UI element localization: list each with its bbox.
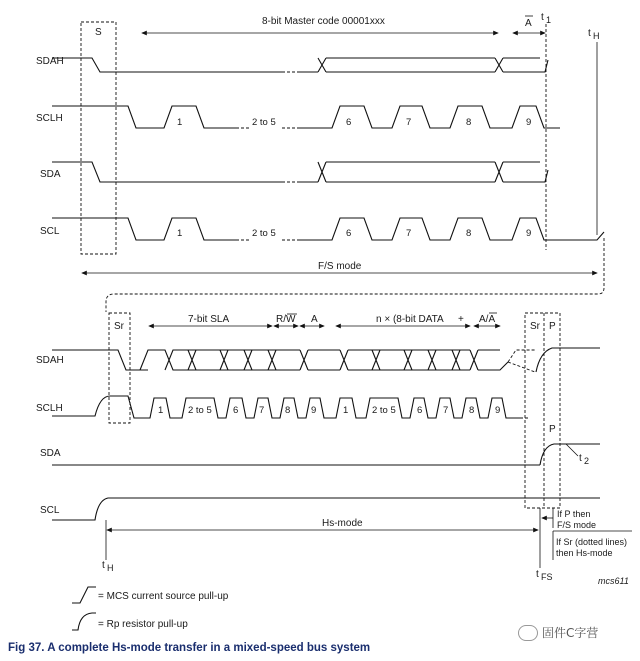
sclh-bottom-pulse-9a: 9 [311,405,317,416]
sclh-top-pulse-9: 9 [526,117,532,128]
if-sr-line1: If Sr (dotted lines) [556,537,628,547]
sclh-top-pulse-1: 1 [177,117,183,128]
svg-text:1: 1 [546,15,552,25]
scl-bottom-wave [52,498,600,520]
signal-name-sclh-bottom: SCLH [36,403,63,414]
start-condition-box [81,22,116,254]
signal-name-scl-top: SCL [40,226,60,237]
rw-label: R/W [276,314,296,325]
p2-label: P [549,424,556,435]
master-code-label: 8-bit Master code 00001xxx [262,16,385,27]
signal-name-sda-top: SDA [40,169,61,180]
scl-top-wave [52,218,236,240]
sclh-bottom-pulse-9b: 9 [495,405,501,416]
sclh-bottom-pulse-7a: 7 [259,405,265,416]
watermark [518,624,598,641]
hs-mode-label: Hs-mode [322,518,363,529]
scl-top-pulse-9: 9 [526,228,532,239]
p-label: P [549,321,556,332]
th-bottom-label: t [102,560,105,571]
signal-name-scl-bottom: SCL [40,505,60,516]
sr-p-box [525,313,560,508]
sr-label: Sr [114,321,124,332]
svg-text:H: H [107,563,114,573]
scl-top-pulse-2to5: 2 to 5 [252,228,276,239]
watermark-text: 固件C字营 [542,626,599,640]
a-bar-label: A [525,18,532,29]
sla-label: 7-bit SLA [188,314,230,325]
signal-name-sdah-top: SDAH [36,56,64,67]
sclh-bottom-pulse-7b: 7 [443,405,449,416]
if-p-line2: F/S mode [557,520,597,530]
sclh-top-pulse-6: 6 [346,117,352,128]
signal-name-sda-bottom: SDA [40,448,61,459]
t1-label: t [541,12,544,23]
th-label: t [588,28,591,39]
sclh-top-pulse-8: 8 [466,117,472,128]
svg-text:H: H [593,31,600,41]
wechat-icon [518,625,538,641]
sclh-bottom-pulse-1b: 1 [343,405,349,416]
svg-text:2: 2 [584,456,590,466]
figure-caption: Fig 37. A complete Hs-mode transfer in a mixed-speed bus system [8,642,371,654]
legend-rp-symbol [72,613,96,630]
plus-label: + [458,314,464,325]
fs-mode-label: F/S mode [318,261,362,272]
legend-rp-text: = Rp resistor pull-up [98,619,188,630]
signal-name-sclh-top: SCLH [36,113,63,124]
tfs-label: t [536,569,539,580]
sclh-bottom-pulse-2to5b: 2 to 5 [372,405,396,416]
sclh-top-wave [52,106,236,128]
start-label: S [95,27,102,38]
legend-mcs-symbol [72,587,96,603]
sclh-bottom-pulse-1a: 1 [158,405,164,416]
scl-top-pulse-8: 8 [466,228,472,239]
sclh-bottom-pulse-6a: 6 [233,405,239,416]
sdah-bottom-wave [52,350,140,370]
mcs-code: mcs611 [598,576,629,586]
if-sr-line2: then Hs-mode [556,548,613,558]
signal-name-sdah-bottom: SDAH [36,355,64,366]
connector-dashed [106,238,604,312]
sclh-top-pulse-7: 7 [406,117,412,128]
if-p-line1: If P then [557,509,591,519]
sclh-bottom-pulse-6b: 6 [417,405,423,416]
scl-top-pulse-6: 6 [346,228,352,239]
a-abar-label: A/A [479,314,496,325]
svg-text:FS: FS [541,572,553,582]
legend-mcs-text: = MCS current source pull-up [98,591,229,602]
t2-label: t [579,453,582,464]
sdah-top-wave [52,58,282,72]
sclh-bottom-pulse-8a: 8 [285,405,291,416]
a-label: A [311,314,318,325]
sr2-label: Sr [530,321,540,332]
sclh-bottom-pulse-8b: 8 [469,405,475,416]
sclh-top-pulse-2to5: 2 to 5 [252,117,276,128]
scl-top-pulse-1: 1 [177,228,183,239]
sda-top-wave [52,162,282,182]
sclh-bottom-pulse-2to5a: 2 to 5 [188,405,212,416]
scl-top-pulse-7: 7 [406,228,412,239]
data-label: n × (8-bit DATA [376,314,444,325]
